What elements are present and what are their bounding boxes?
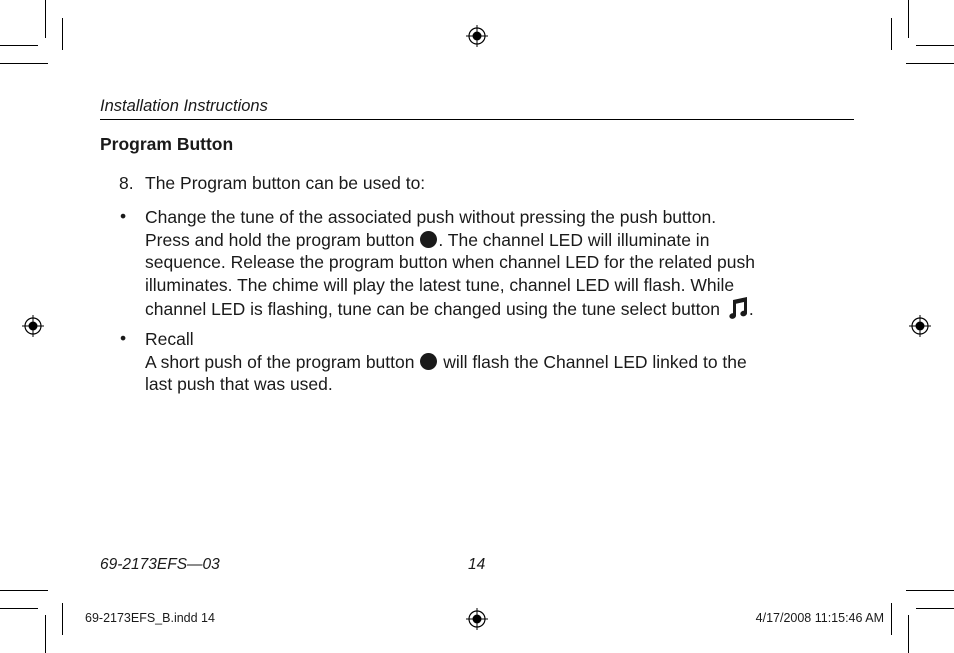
- step-text: The Program button can be used to:: [145, 173, 426, 193]
- crop-mark: [906, 63, 954, 64]
- crop-mark: [45, 615, 46, 653]
- bullet-text: .: [748, 299, 754, 320]
- running-header: Installation Instructions: [100, 97, 268, 115]
- crop-mark: [62, 18, 63, 50]
- slug-filename: 69-2173EFS_B.indd 14: [85, 611, 215, 625]
- bullet-marker: •: [120, 328, 127, 348]
- bullet-recall: [145, 328, 845, 396]
- music-note-icon: [725, 296, 749, 320]
- bullet-marker: •: [120, 206, 127, 226]
- bullet-heading: Recall: [145, 329, 194, 349]
- registration-mark-icon: [909, 315, 931, 337]
- crop-mark: [916, 45, 954, 46]
- bullet-line: [145, 229, 845, 252]
- bullet-line: Change the tune of the associated push without pressing the push button.: [145, 207, 717, 227]
- crop-mark: [891, 603, 892, 635]
- crop-mark: [62, 603, 63, 635]
- bullet-line: last push that was used.: [145, 374, 333, 395]
- bullet-line: illuminates. The chime will play the latest tune, channel LED will flash. While: [145, 274, 735, 295]
- bullet-text: channel LED is flashing, tune can be changed using the tune select button: [145, 299, 720, 320]
- bullet-text: will flash the Channel LED linked to the: [443, 351, 747, 372]
- crop-mark: [916, 608, 954, 609]
- header-rule: [100, 119, 854, 120]
- step-number: 8.: [119, 173, 134, 193]
- bullet-text: . The channel LED will illuminate in: [438, 229, 710, 250]
- bullet-line: sequence. Release the program button when channel LED for the related push: [145, 252, 755, 273]
- crop-mark: [0, 63, 48, 64]
- registration-mark-icon: [466, 608, 488, 630]
- registration-mark-icon: [22, 315, 44, 337]
- crop-mark: [908, 0, 909, 38]
- bullet-line: [145, 351, 845, 374]
- bullet-text: A short push of the program button: [145, 351, 415, 372]
- crop-mark: [891, 18, 892, 50]
- crop-mark: [908, 615, 909, 653]
- crop-mark: [0, 608, 38, 609]
- filled-circle-icon: [420, 231, 437, 248]
- bullet-line: [145, 296, 845, 321]
- slug-timestamp: 4/17/2008 11:15:46 AM: [755, 611, 884, 625]
- filled-circle-icon: [420, 353, 437, 370]
- crop-mark: [45, 0, 46, 38]
- crop-mark: [906, 590, 954, 591]
- bullet-change-tune: [145, 206, 845, 321]
- bullet-text: Press and hold the program button: [145, 229, 415, 250]
- registration-mark-icon: [466, 25, 488, 47]
- section-title: Program Button: [100, 134, 234, 154]
- crop-mark: [0, 45, 38, 46]
- page-number: 14: [468, 556, 486, 573]
- crop-mark: [0, 590, 48, 591]
- doc-number: 69-2173EFS—03: [100, 556, 220, 573]
